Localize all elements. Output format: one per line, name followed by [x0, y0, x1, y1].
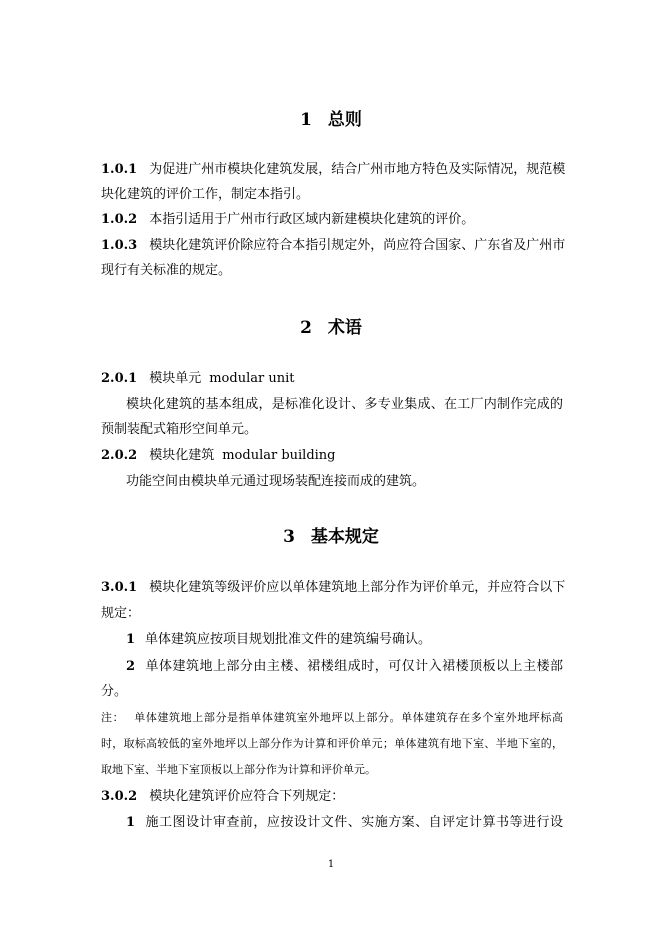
- note-text: 时，取标高较低的室外地坪以上部分作为计算和评价单元；单体建筑有地下室、半地下室的，: [101, 737, 563, 750]
- clause-3-0-1: [101, 578, 566, 598]
- note-text: 取地下室、半地下室顶板以上部分作为计算和评价单元。: [101, 763, 376, 776]
- note-cont: [101, 735, 563, 753]
- clause-number: 1.0.1: [101, 162, 138, 177]
- term-definition-cont: [101, 420, 563, 440]
- term-definition: [126, 472, 563, 492]
- clause-1-0-1: [101, 160, 566, 180]
- term-english: modular unit: [209, 371, 295, 386]
- term: 模块化建筑: [149, 448, 215, 463]
- clause-text: 现行有关标准的规定。: [101, 263, 232, 278]
- clause-3-0-1-cont: [101, 604, 563, 624]
- definition-text: 预制装配式箱形空间单元。: [101, 422, 258, 437]
- clause-text: 块化建筑的评价工作，制定本指引。: [101, 187, 310, 202]
- definition-text: 模块化建筑的基本组成，是标准化设计、多专业集成、在工厂内制作完成的: [126, 397, 563, 412]
- clause-2-0-2: [101, 446, 563, 466]
- note: [101, 709, 563, 727]
- list-item-2-cont: [101, 682, 563, 702]
- clause-text: 本指引适用于广州市行政区域内新建模块化建筑的评价。: [149, 212, 475, 227]
- term-english: modular building: [222, 448, 336, 463]
- chapter-title-text: 术语: [327, 318, 362, 338]
- definition-text: 功能空间由模块单元通过现场装配连接而成的建筑。: [126, 474, 426, 489]
- note-label: 注：: [101, 711, 125, 724]
- clause-text: 模块化建筑评价除应符合本指引规定外，尚应符合国家、广东省及广州市: [149, 238, 566, 253]
- clause-text: 为促进广州市模块化建筑发展，结合广州市地方特色及实际情况，规范模: [149, 162, 566, 177]
- chapter-title-text: 总则: [327, 110, 362, 130]
- item-text: 单体建筑应按项目规划批准文件的建筑编号确认。: [145, 632, 432, 647]
- clause-1-0-3: [101, 236, 566, 256]
- list-item-2: [126, 657, 563, 677]
- item-text: 分。: [101, 684, 128, 699]
- clause-number: 3.0.1: [101, 580, 138, 595]
- item-number: 1: [126, 632, 136, 647]
- clause-number: 2.0.1: [101, 371, 138, 386]
- clause-1-0-3-cont: [101, 261, 563, 281]
- chapter-3-title: [0, 525, 662, 549]
- clause-3-0-2: [101, 787, 563, 807]
- chapter-number: 1: [300, 110, 312, 130]
- note-cont: [101, 761, 563, 779]
- term: 模块单元: [149, 371, 202, 386]
- list-item-1: [126, 630, 563, 650]
- chapter-2-title: [0, 316, 662, 340]
- clause-text: 模块化建筑评价应符合下列规定：: [149, 789, 345, 804]
- item-number: 1: [126, 815, 136, 830]
- clause-number: 1.0.2: [101, 212, 138, 227]
- clause-number: 1.0.3: [101, 238, 138, 253]
- clause-text: 模块化建筑等级评价应以单体建筑地上部分作为评价单元，并应符合以下: [149, 580, 566, 595]
- note-text: 单体建筑地上部分是指单体建筑室外地坪以上部分。单体建筑存在多个室外地坪标高: [134, 711, 564, 724]
- chapter-title-text: 基本规定: [310, 527, 379, 547]
- chapter-1-title: [0, 108, 662, 132]
- list-item-1: [126, 813, 563, 833]
- chapter-number: 2: [300, 318, 312, 338]
- term-definition: [126, 395, 563, 415]
- item-text: 施工图设计审查前，应按设计文件、实施方案、自评定计算书等进行设: [145, 815, 563, 830]
- item-number: 2: [126, 659, 136, 674]
- clause-2-0-1: [101, 369, 563, 389]
- clause-text: 规定：: [101, 606, 141, 621]
- page-number: 1: [327, 859, 335, 870]
- item-text: 单体建筑地上部分由主楼、裙楼组成时，可仅计入裙楼顶板以上主楼部: [145, 659, 563, 674]
- clause-number: 2.0.2: [101, 448, 138, 463]
- clause-1-0-2: [101, 210, 563, 230]
- chapter-number: 3: [283, 527, 295, 547]
- clause-number: 3.0.2: [101, 789, 138, 804]
- clause-1-0-1-cont: [101, 185, 563, 205]
